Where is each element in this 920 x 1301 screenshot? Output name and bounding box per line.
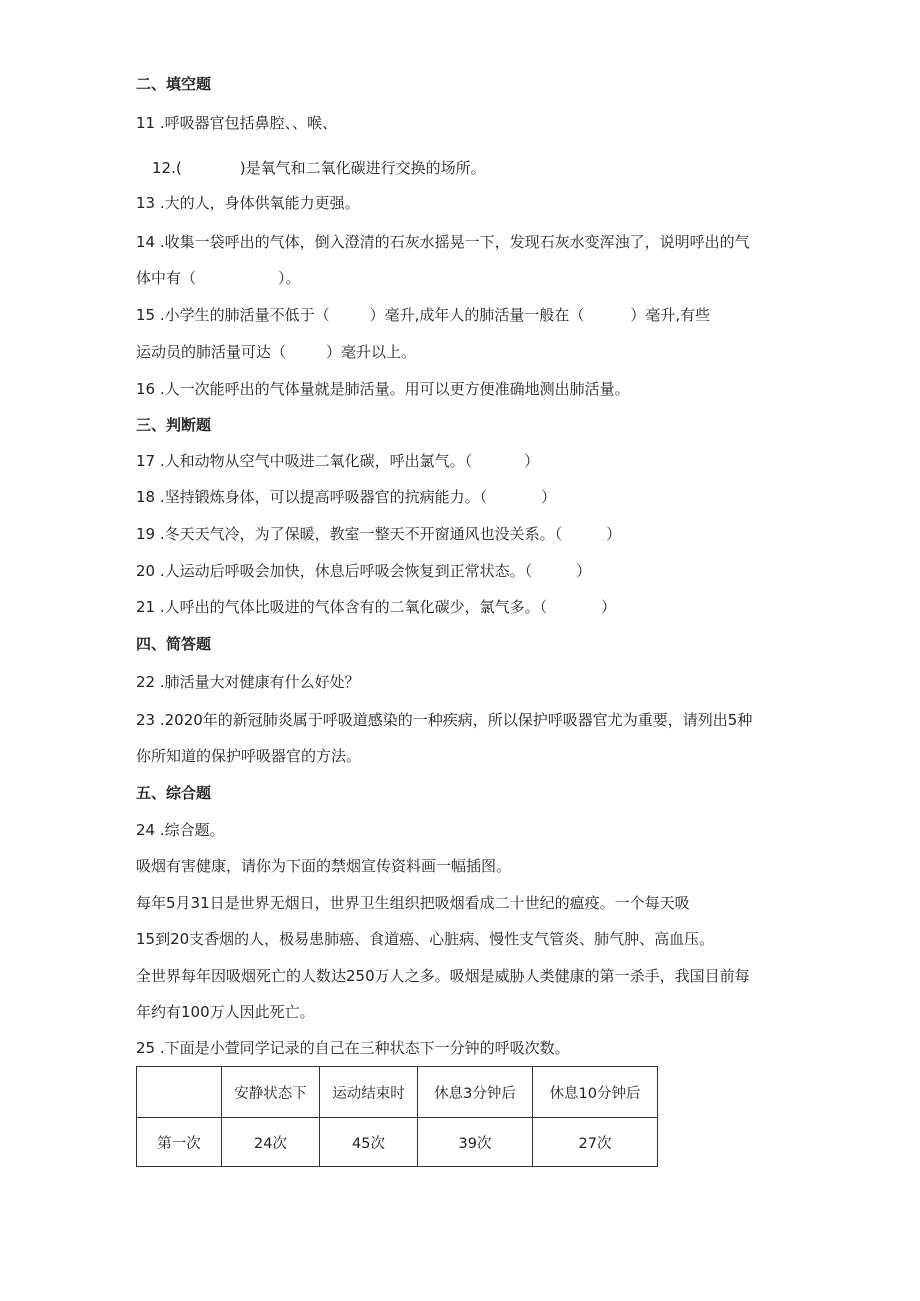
table-header-row xyxy=(137,1067,658,1118)
question-15-line-2 xyxy=(136,342,416,362)
question-19 xyxy=(136,524,621,544)
table-header-cell: 运动结束时 xyxy=(320,1067,418,1118)
table-cell: 27次 xyxy=(533,1118,658,1167)
question-12-number: 12.( xyxy=(152,159,182,177)
question-21-text: 21 .人呼出的气体比吸进的气体含有的二氧化碳少，氯气多。（ xyxy=(136,598,548,616)
question-24: 24 .综合题。 xyxy=(136,821,225,839)
question-15-part-b: ）毫升,成年人的肺活量一般在（ xyxy=(369,306,585,324)
table-cell: 第一次 xyxy=(137,1118,222,1167)
question-14-line-2 xyxy=(136,268,301,288)
paragraph-1: 吸烟有害健康，请你为下面的禁烟宣传资料画一幅插图。 xyxy=(136,857,512,875)
question-16: 16 .人一次能呼出的气体量就是肺活量。用可以更方便准确地测出肺活量。 xyxy=(136,380,630,398)
question-15-part-e: ）毫升以上。 xyxy=(326,343,417,361)
question-20 xyxy=(136,561,591,581)
question-22: 22 .肺活量大对健康有什么好处？ xyxy=(136,673,360,691)
question-18-text: 18 .坚持锻炼身体，可以提高呼吸器官的抗病能力。（ xyxy=(136,488,488,506)
table-cell: 39次 xyxy=(418,1118,533,1167)
table-header-cell: 休息3分钟后 xyxy=(418,1067,533,1118)
question-18 xyxy=(136,487,556,507)
table-header-cell: 安静状态下 xyxy=(222,1067,320,1118)
question-23-line-1: 23 .2020年的新冠肺炎属于呼吸道感染的一种疾病，所以保护呼吸器官尤为重要，请列出5种 xyxy=(136,711,753,729)
question-25: 25 .下面是小萱同学记录的自己在三种状态下一分钟的呼吸次数。 xyxy=(136,1039,570,1057)
breathing-record-table xyxy=(136,1066,658,1167)
section-short-heading: 四、简答题 xyxy=(136,635,212,653)
section-fill-heading: 二、填空题 xyxy=(136,75,212,93)
question-21-close: ） xyxy=(601,598,617,616)
paragraph-4: 全世界每年因吸烟死亡的人数达250万人之多。吸烟是威胁人类健康的第一杀手，我国目前每 xyxy=(136,967,750,985)
question-12 xyxy=(152,158,486,178)
section-judge-heading: 三、判断题 xyxy=(136,416,212,434)
table-cell: 45次 xyxy=(320,1118,418,1167)
question-17 xyxy=(136,451,539,471)
section-comprehensive-heading: 五、综合题 xyxy=(136,784,212,802)
question-14-line-1: 14 .收集一袋呼出的气体，倒入澄清的石灰水摇晃一下，发现石灰水变浑浊了，说明呼出的气 xyxy=(136,233,750,251)
paragraph-2: 每年5月31日是世界无烟日，世界卫生组织把吸烟看成二十世纪的瘟疫。一个每天吸 xyxy=(136,894,690,912)
question-20-text: 20 .人运动后呼吸会加快，休息后呼吸会恢复到正常状态。（ xyxy=(136,562,533,580)
question-14-prefix: 体中有（ xyxy=(136,269,197,287)
question-11: 11 .呼吸器官包括鼻腔、、喉、 xyxy=(136,114,338,132)
question-15-line-1 xyxy=(136,305,710,325)
question-21 xyxy=(136,597,616,617)
question-19-close: ） xyxy=(606,525,622,543)
paragraph-5: 年约有100万人因此死亡。 xyxy=(136,1003,315,1021)
question-12-text: )是氧气和二氧化碳进行交换的场所。 xyxy=(239,159,486,177)
question-13: 13 .大的人，身体供氧能力更强。 xyxy=(136,194,360,212)
question-19-text: 19 .冬天天气冷，为了保暖，教室一整天不开窗通风也没关系。（ xyxy=(136,525,563,543)
question-17-text: 17 .人和动物从空气中吸进二氧化碳，呼出氯气。（ xyxy=(136,452,473,470)
question-18-close: ） xyxy=(541,488,557,506)
table-cell: 24次 xyxy=(222,1118,320,1167)
table-header-cell: 休息10分钟后 xyxy=(533,1067,658,1118)
paragraph-3: 15到20支香烟的人，极易患肺癌、食道癌、心脏病、慢性支气管炎、肺气肿、高血压。 xyxy=(136,930,715,948)
question-17-close: ） xyxy=(524,452,540,470)
question-15-part-c: ）毫升,有些 xyxy=(630,306,711,324)
table-header-cell xyxy=(137,1067,222,1118)
question-15-part-a: 15 .小学生的肺活量不低于（ xyxy=(136,306,330,324)
question-14-suffix: ）。 xyxy=(278,269,301,287)
question-15-part-d: 运动员的肺活量可达（ xyxy=(136,343,287,361)
question-23-line-2: 你所知道的保护呼吸器官的方法。 xyxy=(136,747,362,765)
question-20-close: ） xyxy=(576,562,592,580)
table-row xyxy=(137,1118,658,1167)
